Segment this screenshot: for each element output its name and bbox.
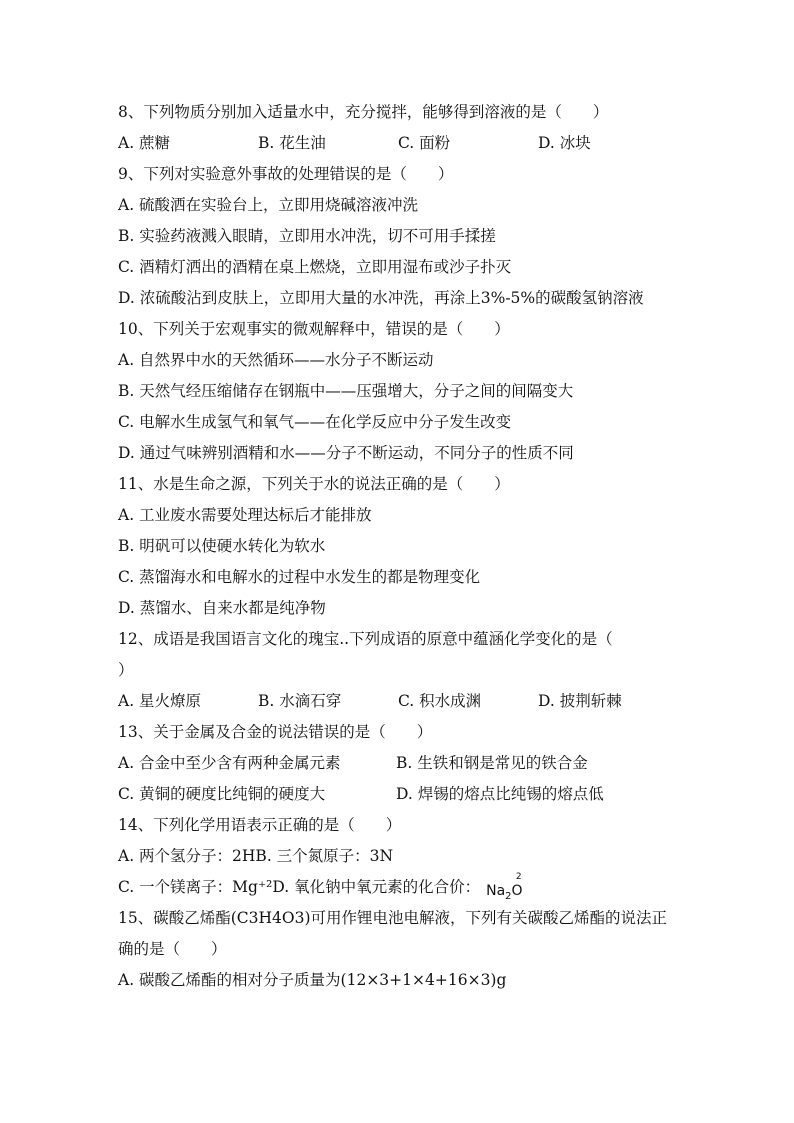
q13-option-c: C. 黄铜的硬度比纯铜的硬度大 [118,785,326,803]
q8-option-c: C. 面粉 [398,134,451,152]
q14-options-ab: A. 两个氢分子：2HB. 三个氮原子：3N [118,847,394,865]
q8-option-b: B. 花生油 [258,134,326,152]
formula-na: Na [486,883,506,899]
question-13-options-cd [118,779,718,810]
q10-option-a: A. 自然界中水的天然循环——水分子不断运动 [118,351,434,369]
q12-option-c: C. 积水成渊 [398,692,482,710]
q13-option-b: B. 生铁和钢是常见的铁合金 [396,754,588,772]
q11-option-d: D. 蒸馏水、自来水都是纯净物 [118,599,326,617]
q11-option-c: C. 蒸馏海水和电解水的过程中水发生的都是物理变化 [118,568,481,586]
question-14-stem: 14、下列化学用语表示正确的是（ ） [118,816,402,834]
q13-option-d: D. 焊锡的熔点比纯锡的熔点低 [396,785,604,803]
q14-options-cd [118,872,718,903]
q11-option-b: B. 明矾可以使硬水转化为软水 [118,537,326,555]
question-12-stem-cont: ） [118,661,134,679]
question-15-stem-cont: 确的是（ ） [118,940,227,958]
question-12-options [118,686,718,717]
question-8-options [118,128,718,159]
question-15-stem: 15、碳酸乙烯酯(C3H4O3)可用作锂电池电解液，下列有关碳酸乙烯酯的说法正 [118,909,667,927]
question-9-stem: 9、下列对实验意外事故的处理错误的是（ ） [118,165,454,183]
question-13-options-ab [118,748,718,779]
q9-option-d: D. 浓硫酸沾到皮肤上，立即用大量的水冲洗，再涂上3%-5%的碳酸氢钠溶液 [118,289,644,307]
exam-page [118,97,718,996]
q11-option-a: A. 工业废水需要处理达标后才能排放 [118,506,372,524]
formula-o: O [511,883,523,899]
q10-option-b: B. 天然气经压缩储存在钢瓶中——压强增大，分子之间的间隔变大 [118,382,574,400]
formula-oxygen [511,872,523,907]
sodium-oxide-formula [486,872,523,908]
q12-option-b: B. 水滴石穿 [258,692,342,710]
q9-option-a: A. 硫酸洒在实验台上，立即用烧碱溶液冲洗 [118,196,419,214]
question-11-stem: 11、水是生命之源，下列关于水的说法正确的是（ ） [118,475,510,493]
formula-subscript: 2 [505,891,512,902]
question-12-stem: 12、成语是我国语言文化的瑰宝..下列成语的原意中蕴涵化学变化的是（ [118,630,613,648]
question-13-stem: 13、关于金属及合金的说法错误的是（ ） [118,723,433,741]
q8-option-a: A. 蔗糖 [118,134,171,152]
question-8-stem: 8、下列物质分别加入适量水中，充分搅拌，能够得到溶液的是（ ） [118,103,609,121]
q9-option-b: B. 实验药液溅入眼睛，立即用水冲洗，切不可用手揉搓 [118,227,496,245]
q13-option-a: A. 合金中至少含有两种金属元素 [118,754,341,772]
q8-option-d: D. 冰块 [538,134,591,152]
q10-option-c: C. 电解水生成氢气和氧气——在化学反应中分子发生改变 [118,413,512,431]
q12-option-a: A. 星火燎原 [118,692,202,710]
formula-valence: 2 [515,872,522,882]
q14-options-cd-text: C. 一个镁离子：Mg⁺²D. 氧化钠中氧元素的化合价： [118,878,481,896]
question-10-stem: 10、下列关于宏观事实的微观解释中，错误的是（ ） [118,320,510,338]
q12-option-d: D. 披荆斩棘 [538,692,622,710]
q9-option-c: C. 酒精灯洒出的酒精在桌上燃烧，立即用湿布或沙子扑灭 [118,258,512,276]
q10-option-d: D. 通过气味辨别酒精和水——分子不断运动，不同分子的性质不同 [118,444,574,462]
q15-option-a: A. 碳酸乙烯酯的相对分子质量为(12×3+1×4+16×3)g [118,971,507,989]
